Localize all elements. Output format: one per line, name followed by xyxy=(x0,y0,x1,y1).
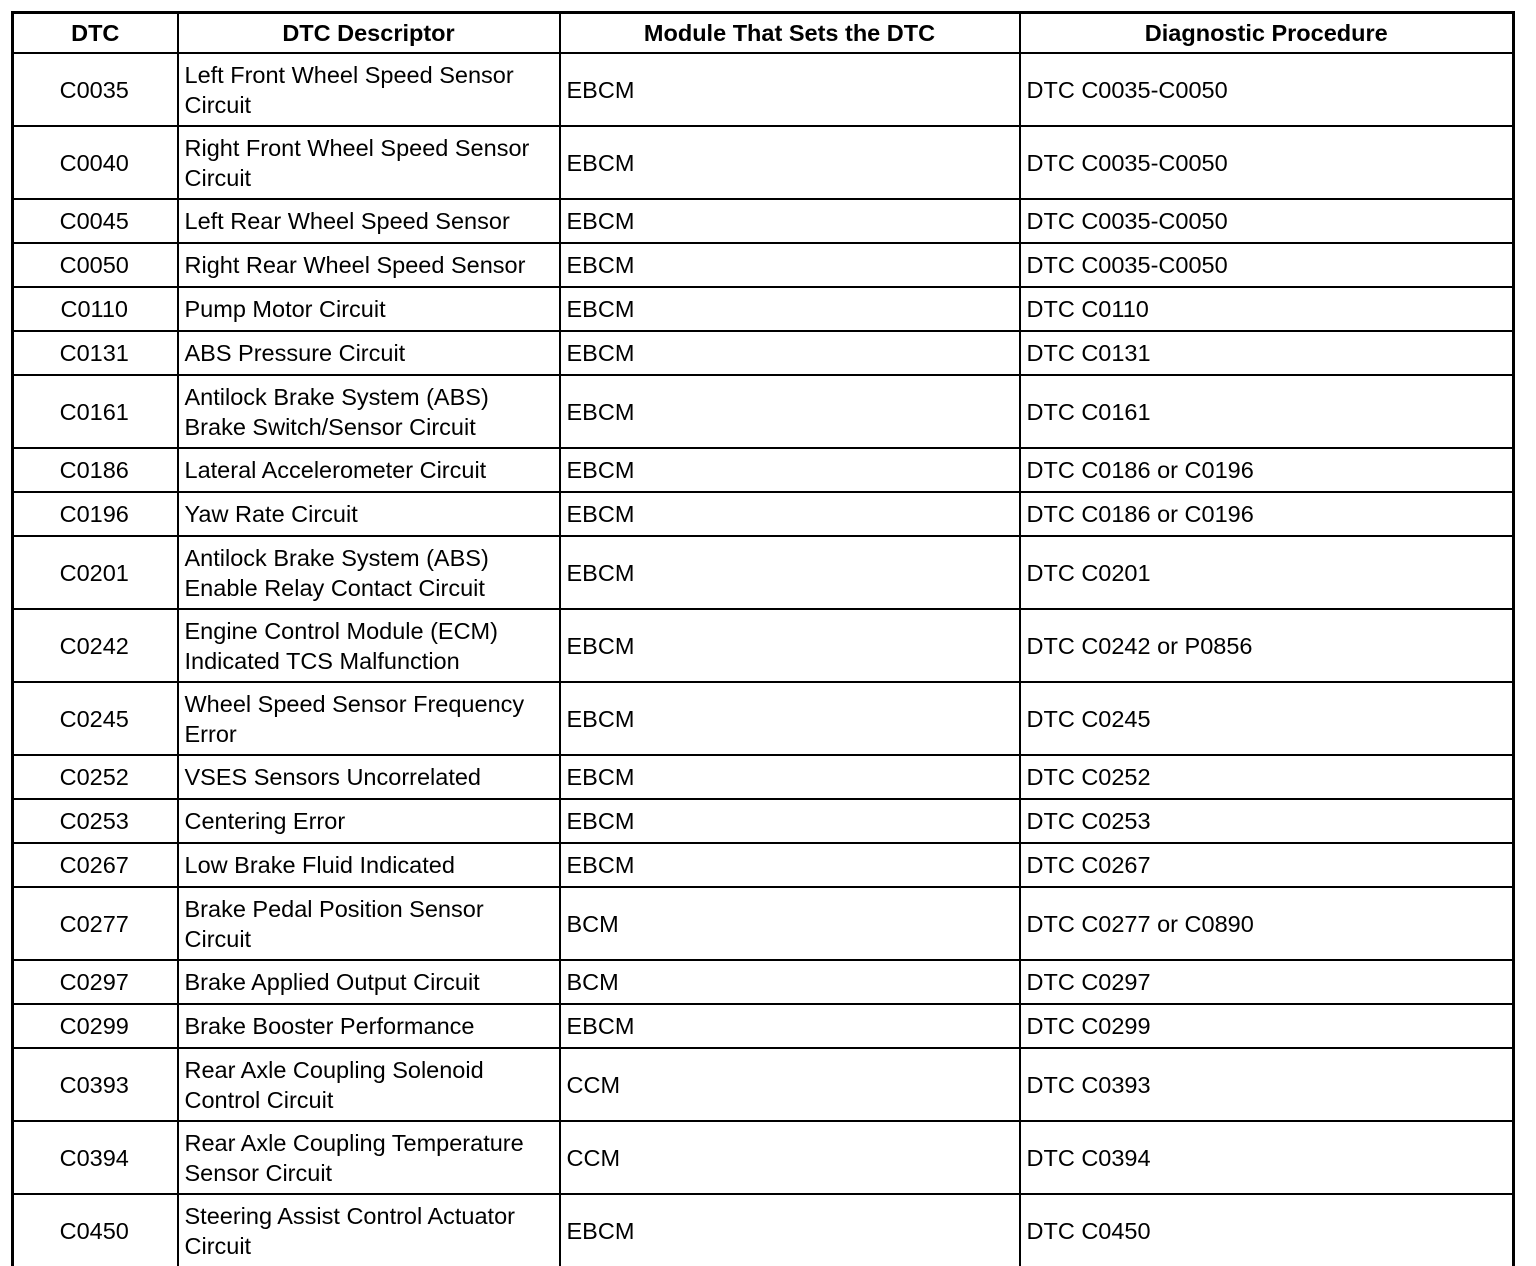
module-cell: EBCM xyxy=(560,1194,1020,1266)
header-descriptor: DTC Descriptor xyxy=(178,13,560,54)
dtc-code-cell: C0161 xyxy=(13,375,178,448)
table-row xyxy=(13,331,1514,375)
table-row xyxy=(13,887,1514,960)
dtc-code-cell: C0186 xyxy=(13,448,178,492)
dtc-code-cell: C0196 xyxy=(13,492,178,536)
dtc-descriptor-cell: Engine Control Module (ECM) Indicated TCS Malfunction xyxy=(178,609,560,682)
dtc-descriptor-cell: Brake Pedal Position Sensor Circuit xyxy=(178,887,560,960)
header-dtc: DTC xyxy=(13,13,178,54)
procedure-cell: DTC C0186 or C0196 xyxy=(1020,492,1514,536)
module-cell: CCM xyxy=(560,1048,1020,1121)
procedure-cell: DTC C0035-C0050 xyxy=(1020,126,1514,199)
procedure-cell: DTC C0035-C0050 xyxy=(1020,53,1514,126)
dtc-descriptor-cell: Brake Applied Output Circuit xyxy=(178,960,560,1004)
module-cell: EBCM xyxy=(560,53,1020,126)
procedure-cell: DTC C0161 xyxy=(1020,375,1514,448)
header-procedure: Diagnostic Procedure xyxy=(1020,13,1514,54)
procedure-cell: DTC C0110 xyxy=(1020,287,1514,331)
table-row xyxy=(13,1121,1514,1194)
header-module: Module That Sets the DTC xyxy=(560,13,1020,54)
table-row xyxy=(13,536,1514,609)
procedure-cell: DTC C0299 xyxy=(1020,1004,1514,1048)
dtc-descriptor-cell: Antilock Brake System (ABS) Brake Switch/Sensor Circuit xyxy=(178,375,560,448)
procedure-cell: DTC C0186 or C0196 xyxy=(1020,448,1514,492)
dtc-code-cell: C0131 xyxy=(13,331,178,375)
dtc-descriptor-cell: Antilock Brake System (ABS) Enable Relay Contact Circuit xyxy=(178,536,560,609)
dtc-code-cell: C0242 xyxy=(13,609,178,682)
table-row xyxy=(13,375,1514,448)
dtc-descriptor-cell: Brake Booster Performance xyxy=(178,1004,560,1048)
procedure-cell: DTC C0393 xyxy=(1020,1048,1514,1121)
dtc-descriptor-cell: Right Front Wheel Speed Sensor Circuit xyxy=(178,126,560,199)
table-row xyxy=(13,1048,1514,1121)
module-cell: EBCM xyxy=(560,126,1020,199)
procedure-cell: DTC C0252 xyxy=(1020,755,1514,799)
dtc-code-cell: C0245 xyxy=(13,682,178,755)
table-row xyxy=(13,199,1514,243)
dtc-code-cell: C0450 xyxy=(13,1194,178,1266)
table-row xyxy=(13,799,1514,843)
table-row xyxy=(13,682,1514,755)
table-row xyxy=(13,755,1514,799)
dtc-code-cell: C0267 xyxy=(13,843,178,887)
module-cell: EBCM xyxy=(560,609,1020,682)
module-cell: EBCM xyxy=(560,243,1020,287)
dtc-code-cell: C0045 xyxy=(13,199,178,243)
procedure-cell: DTC C0035-C0050 xyxy=(1020,199,1514,243)
dtc-code-cell: C0201 xyxy=(13,536,178,609)
dtc-descriptor-cell: Centering Error xyxy=(178,799,560,843)
table-row xyxy=(13,126,1514,199)
table-row xyxy=(13,53,1514,126)
dtc-descriptor-cell: Left Front Wheel Speed Sensor Circuit xyxy=(178,53,560,126)
module-cell: BCM xyxy=(560,887,1020,960)
procedure-cell: DTC C0277 or C0890 xyxy=(1020,887,1514,960)
procedure-cell: DTC C0297 xyxy=(1020,960,1514,1004)
header-row xyxy=(13,13,1514,54)
dtc-code-cell: C0299 xyxy=(13,1004,178,1048)
module-cell: EBCM xyxy=(560,492,1020,536)
table-row xyxy=(13,492,1514,536)
module-cell: EBCM xyxy=(560,843,1020,887)
procedure-cell: DTC C0242 or P0856 xyxy=(1020,609,1514,682)
procedure-cell: DTC C0131 xyxy=(1020,331,1514,375)
dtc-descriptor-cell: Yaw Rate Circuit xyxy=(178,492,560,536)
dtc-code-cell: C0393 xyxy=(13,1048,178,1121)
dtc-descriptor-cell: Rear Axle Coupling Temperature Sensor Circuit xyxy=(178,1121,560,1194)
dtc-descriptor-cell: Low Brake Fluid Indicated xyxy=(178,843,560,887)
dtc-code-cell: C0050 xyxy=(13,243,178,287)
dtc-descriptor-cell: Pump Motor Circuit xyxy=(178,287,560,331)
table-row xyxy=(13,1194,1514,1266)
table-row xyxy=(13,287,1514,331)
dtc-code-cell: C0277 xyxy=(13,887,178,960)
dtc-descriptor-cell: VSES Sensors Uncorrelated xyxy=(178,755,560,799)
module-cell: CCM xyxy=(560,1121,1020,1194)
module-cell: EBCM xyxy=(560,287,1020,331)
table-row xyxy=(13,960,1514,1004)
procedure-cell: DTC C0267 xyxy=(1020,843,1514,887)
dtc-descriptor-cell: Steering Assist Control Actuator Circuit xyxy=(178,1194,560,1266)
table-row xyxy=(13,243,1514,287)
dtc-code-cell: C0252 xyxy=(13,755,178,799)
table-header xyxy=(13,13,1514,54)
dtc-descriptor-cell: Rear Axle Coupling Solenoid Control Circuit xyxy=(178,1048,560,1121)
procedure-cell: DTC C0253 xyxy=(1020,799,1514,843)
dtc-code-cell: C0394 xyxy=(13,1121,178,1194)
module-cell: EBCM xyxy=(560,755,1020,799)
module-cell: EBCM xyxy=(560,682,1020,755)
dtc-descriptor-cell: Left Rear Wheel Speed Sensor xyxy=(178,199,560,243)
table-row xyxy=(13,1004,1514,1048)
table-row xyxy=(13,448,1514,492)
module-cell: EBCM xyxy=(560,199,1020,243)
dtc-descriptor-cell: Lateral Accelerometer Circuit xyxy=(178,448,560,492)
table-row xyxy=(13,843,1514,887)
module-cell: EBCM xyxy=(560,375,1020,448)
module-cell: BCM xyxy=(560,960,1020,1004)
module-cell: EBCM xyxy=(560,799,1020,843)
dtc-table xyxy=(11,11,1515,1266)
procedure-cell: DTC C0394 xyxy=(1020,1121,1514,1194)
table-body xyxy=(13,53,1514,1266)
procedure-cell: DTC C0201 xyxy=(1020,536,1514,609)
dtc-descriptor-cell: Right Rear Wheel Speed Sensor xyxy=(178,243,560,287)
dtc-code-cell: C0040 xyxy=(13,126,178,199)
procedure-cell: DTC C0245 xyxy=(1020,682,1514,755)
module-cell: EBCM xyxy=(560,448,1020,492)
dtc-code-cell: C0110 xyxy=(13,287,178,331)
module-cell: EBCM xyxy=(560,1004,1020,1048)
dtc-code-cell: C0297 xyxy=(13,960,178,1004)
procedure-cell: DTC C0035-C0050 xyxy=(1020,243,1514,287)
dtc-descriptor-cell: ABS Pressure Circuit xyxy=(178,331,560,375)
module-cell: EBCM xyxy=(560,331,1020,375)
procedure-cell: DTC C0450 xyxy=(1020,1194,1514,1266)
table-row xyxy=(13,609,1514,682)
dtc-code-cell: C0253 xyxy=(13,799,178,843)
module-cell: EBCM xyxy=(560,536,1020,609)
dtc-descriptor-cell: Wheel Speed Sensor Frequency Error xyxy=(178,682,560,755)
dtc-code-cell: C0035 xyxy=(13,53,178,126)
